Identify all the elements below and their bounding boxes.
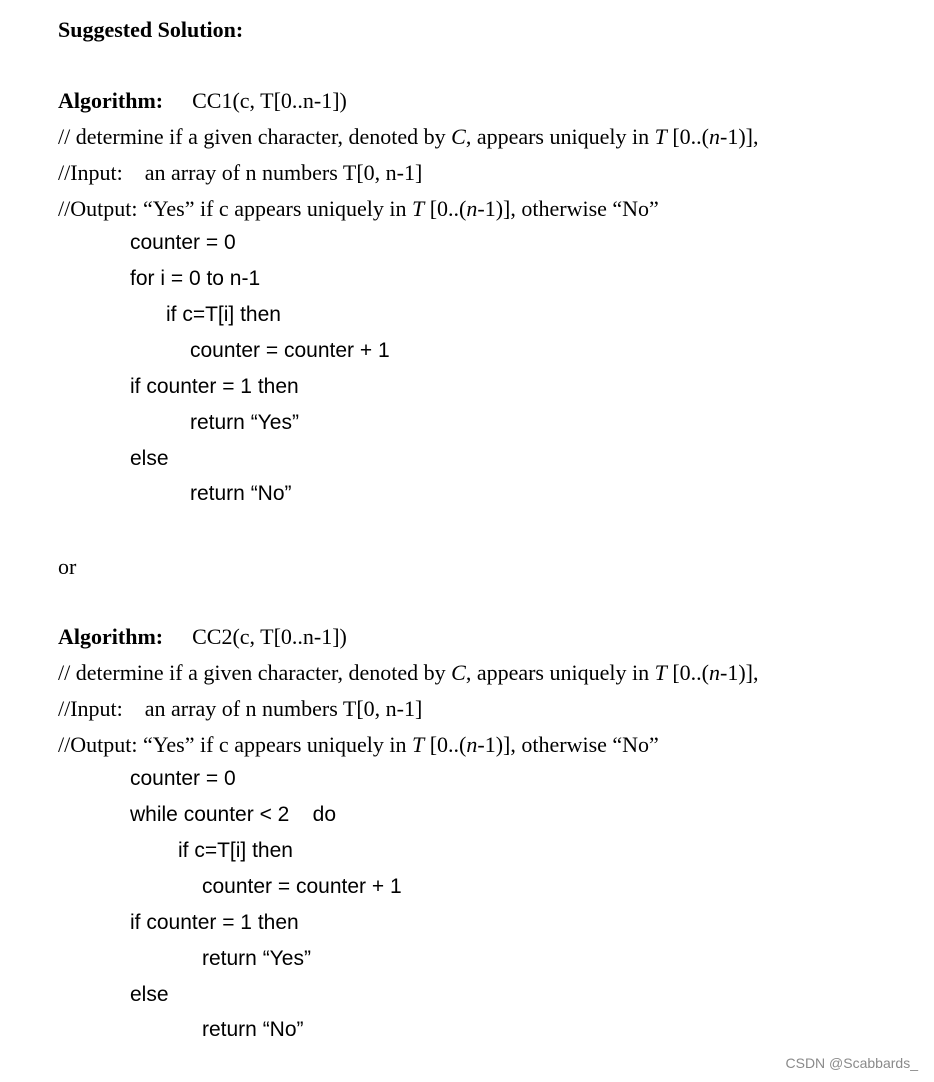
algorithm1-signature: CC1(c, T[0..n-1]) [192, 88, 347, 113]
comment-var: T [654, 660, 667, 685]
or-separator: or [58, 554, 77, 579]
code-line: if c=T[i] then [166, 303, 281, 326]
algorithm2-output [58, 733, 659, 757]
output-text: -1)], otherwise “No” [477, 732, 659, 757]
output-var: n [466, 196, 478, 221]
code-line: counter = 0 [130, 767, 236, 790]
code-line: while counter < 2 do [130, 803, 337, 826]
comment-text: , appears uniquely in [465, 660, 655, 685]
comment-var: n [709, 124, 721, 149]
code-line: else [130, 983, 169, 1006]
output-text: //Output: “Yes” if c appears uniquely in [58, 196, 412, 221]
code-line: for i = 0 to n-1 [130, 267, 261, 290]
algorithm1-output [58, 197, 659, 221]
output-var: T [411, 196, 425, 221]
output-var: n [466, 732, 478, 757]
comment-var: C [451, 124, 466, 149]
input-text: an array of n numbers T[0, n-1] [144, 696, 423, 721]
output-text: [0..( [424, 732, 467, 757]
algorithm1-comment [58, 125, 759, 149]
algorithm1-input [58, 161, 422, 185]
comment-text: // determine if a given character, denoted by [58, 660, 452, 685]
algorithm2-label: Algorithm: [58, 624, 164, 649]
code-line: counter = counter + 1 [190, 339, 390, 362]
algorithm2-signature: CC2(c, T[0..n-1]) [192, 624, 347, 649]
comment-text: // determine if a given character, denoted by [58, 124, 452, 149]
output-text: //Output: “Yes” if c appears uniquely in [58, 732, 412, 757]
comment-text: -1)], [720, 124, 759, 149]
code-line: if counter = 1 then [130, 375, 299, 398]
algorithm2-header [58, 625, 347, 649]
comment-text: [0..( [666, 660, 710, 685]
code-line: else [130, 447, 169, 470]
code-line: if c=T[i] then [178, 839, 293, 862]
code-line: return “Yes” [190, 411, 299, 434]
code-line: counter = counter + 1 [202, 875, 402, 898]
comment-var: C [451, 660, 466, 685]
code-line: return “Yes” [202, 947, 311, 970]
page-heading: Suggested Solution: [58, 17, 244, 42]
code-line: counter = 0 [130, 231, 236, 254]
input-label: //Input: [58, 160, 123, 185]
input-label: //Input: [58, 696, 123, 721]
comment-text: , appears uniquely in [465, 124, 655, 149]
comment-text: [0..( [666, 124, 710, 149]
code-line: return “No” [190, 482, 292, 505]
comment-var: T [654, 124, 667, 149]
csdn-watermark: CSDN @Scabbards_ [785, 1055, 918, 1071]
output-var: T [411, 732, 425, 757]
algorithm1-label: Algorithm: [58, 88, 164, 113]
comment-var: n [709, 660, 721, 685]
algorithm2-comment [58, 661, 759, 685]
code-line: return “No” [202, 1018, 304, 1041]
output-text: -1)], otherwise “No” [477, 196, 659, 221]
output-text: [0..( [424, 196, 467, 221]
code-line: if counter = 1 then [130, 911, 299, 934]
algorithm2-input [58, 697, 422, 721]
comment-text: -1)], [720, 660, 759, 685]
input-text: an array of n numbers T[0, n-1] [144, 160, 423, 185]
algorithm1-header [58, 89, 347, 113]
